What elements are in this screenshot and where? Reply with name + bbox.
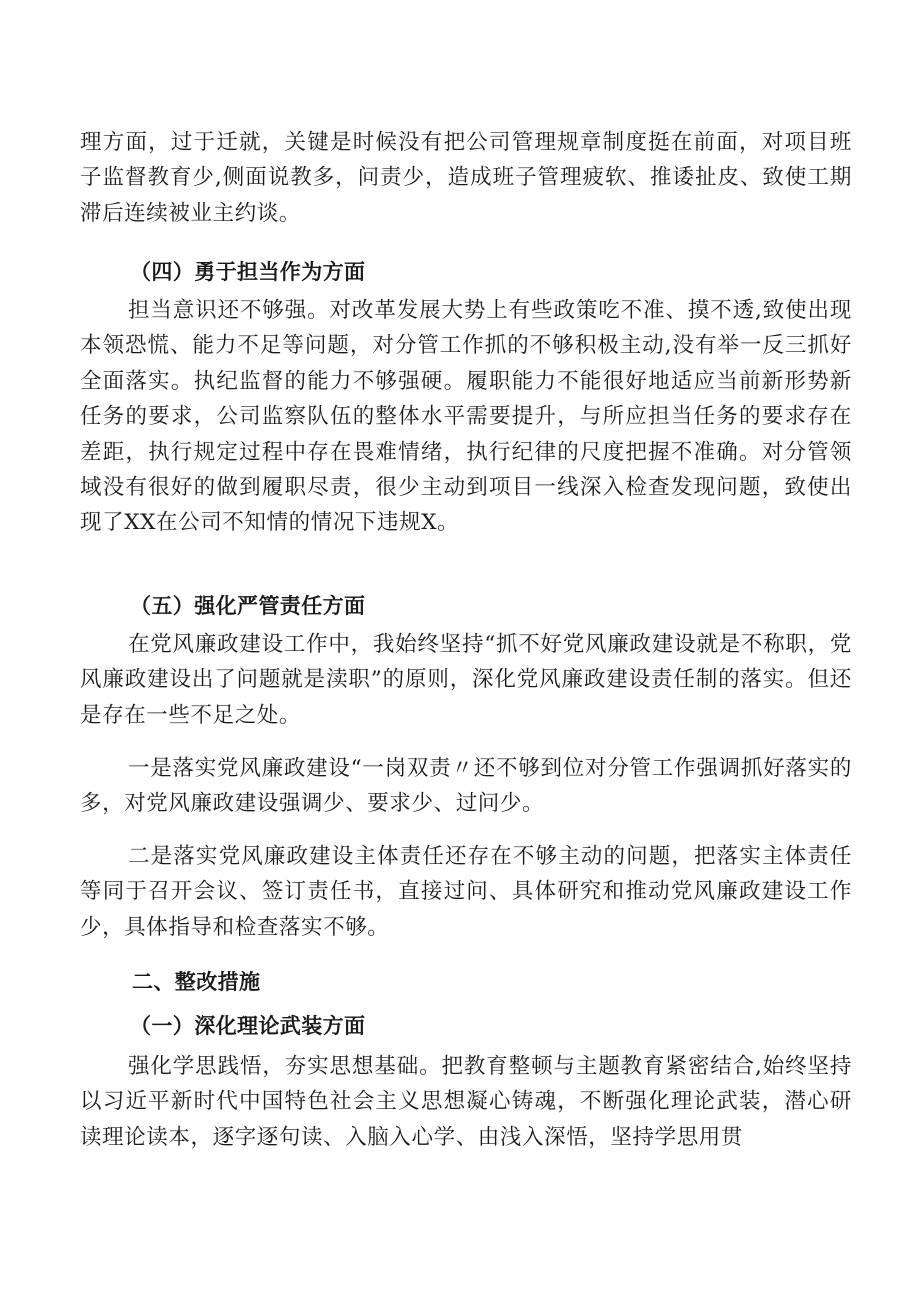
paragraph-point-one: 一是落实党风廉政建设“一岗双责〃还不够到位对分管工作强调抓好落实的多，对党风廉政建设强调少、要求少、过问少。 [80, 756, 852, 817]
paragraph-point-two: 二是落实党风廉政建设主体责任还存在不够主动的问题，把落实主体责任等同于召开会议、签订责任书，直接过问、具体研究和推动党风廉政建设工作少，具体指导和检查落实不够。 [80, 844, 852, 940]
main-heading-rectification: 二、整改措施 [132, 970, 261, 994]
section-heading-1: （一）深化理论武装方面 [130, 1014, 366, 1038]
paragraph-party-conduct: 在党风廉政建设工作中，我始终坚持“抓不好党风廉政建设就是不称职，党风廉政建设出了问题就是渎职”的原则，深化党风廉政建设责任制的落实。但还是存在一些不足之处。 [80, 632, 852, 728]
section-heading-5: （五）强化严管责任方面 [130, 594, 366, 618]
section-heading-4: （四）勇于担当作为方面 [130, 260, 366, 284]
paragraph-responsibility: 担当意识还不够强。对改革发展大势上有些政策吃不准、摸不透,致使出现本领恐慌、能力不足等问题，对分管工作抓的不够积极主动,没有举一反三抓好全面落实。执纪监督的能力不够强硬。履职能力不能很好地适应当前新形势新任务的要求，公司监察队伍的整体水平需要提升，与所应担当任务的要求存在差距，执行规定过程中存在畏难情绪，执行纪律的尺度把握不准确。对分管领域没有很好的做到履职尽责，很少主动到项目一线深入检查发现问题，致使出现了XX在公司不知情的情况下违规X。 [80, 298, 852, 536]
paragraph-theory-study: 强化学思践悟，夯实思想基础。把教育整顿与主题教育紧密结合,始终坚持以习近平新时代中国特色社会主义思想凝心铸魂，不断强化理论武装，潜心研读理论读本，逐字逐句读、入脑入心学、由浅入深悟，坚持学思用贯 [80, 1054, 852, 1150]
paragraph-management-issues: 理方面，过于迁就，关键是时候没有把公司管理规章制度挺在前面，对项目班子监督教育少,侧面说教多，问责少，造成班子管理疲软、推诿扯皮、致使工期滞后连续被业主约谈。 [80, 130, 852, 226]
